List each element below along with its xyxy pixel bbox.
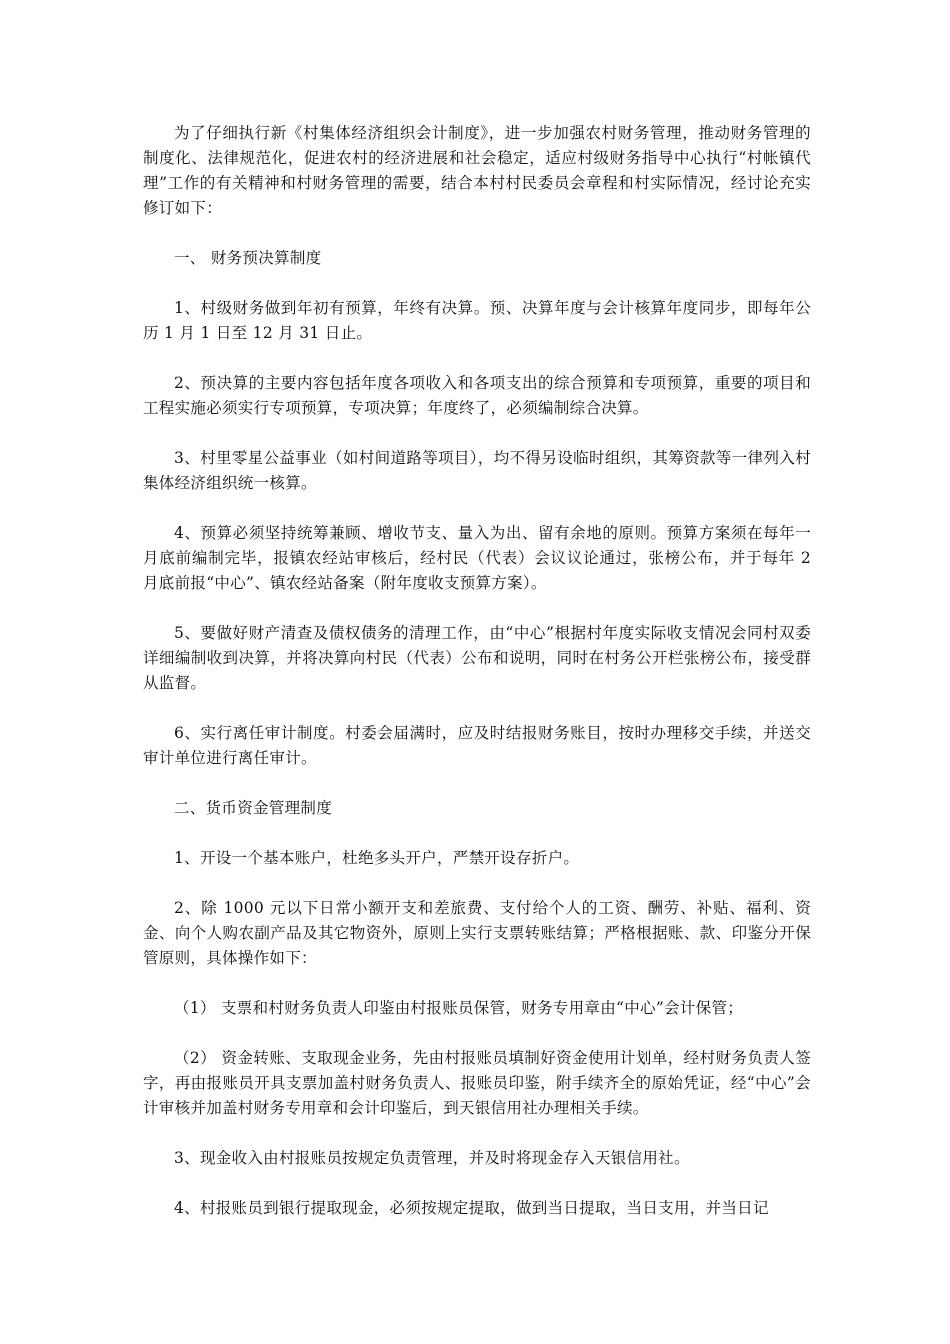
currency-item-1: 1、开设一个基本账户，杜绝多头开户，严禁开设存折户。: [174, 849, 580, 867]
currency-item-4: 4、村报账员到银行提取现金，必须按规定提取，做到当日提取，当日支用，并当日记: [174, 1199, 769, 1217]
budget-item-6: 6、实行离任审计制度。村委会届满时，应及时结报财务账目，按时办理移交手续，并送交审计单位进行离任审计。: [143, 724, 811, 767]
budget-item-4: 4、预算必须坚持统筹兼顾、增收节支、量入为出、留有余地的原则。预算方案须在每年一月底前编制完毕，报镇农经站审核后，经村民（代表）会议议论通过，张榜公布，并于每年 2 月底前报“中心”、镇农经站备案（附年度收支预算方案）。: [143, 524, 811, 592]
budget-item-3: 3、村里零星公益事业（如村间道路等项目），均不得另设临时组织，其筹资款等一律列入村集体经济组织统一核算。: [143, 449, 811, 492]
currency-subitem-1: （1） 支票和村财务负责人印鉴由村报账员保管，财务专用章由“中心”会计保管；: [174, 999, 744, 1017]
currency-item-2: 2、除 1000 元以下日常小额开支和差旅费、支付给个人的工资、酬劳、补贴、福利、资金、向个人购农副产品及其它物资外，原则上实行支票转账结算；严格根据账、款、印鉴分开保管原则，具体操作如下：: [143, 899, 811, 967]
section-heading-budget: 一、 财务预决算制度: [174, 249, 322, 267]
currency-subitem-2: （2） 资金转账、支取现金业务，先由村报账员填制好资金使用计划单，经村财务负责人签字，再由报账员开具支票加盖村财务负责人、报账员印鉴，附手续齐全的原始凭证，经“中心”会计审核并加盖村财务专用章和会计印鉴后，到天银信用社办理相关手续。: [143, 1049, 811, 1117]
budget-item-5: 5、要做好财产清查及债权债务的清理工作，由“中心”根据村年度实际收支情况会同村双委详细编制收到决算，并将决算向村民（代表）公布和说明，同时在村务公开栏张榜公布，接受群从监督。: [143, 624, 811, 692]
budget-item-1: 1、村级财务做到年初有预算，年终有决算。预、决算年度与会计核算年度同步，即每年公历 1 月 1 日至 12 月 31 日止。: [143, 299, 811, 342]
intro-paragraph: 为了仔细执行新《村集体经济组织会计制度》，进一步加强农村财务管理，推动财务管理的制度化、法律规范化，促进农村的经济进展和社会稳定，适应村级财务指导中心执行“村帐镇代理”工作的有关精神和村财务管理的需要，结合本村村民委员会章程和村实际情况，经讨论充实修订如下：: [143, 124, 811, 217]
document-body: [143, 121, 811, 1246]
budget-item-2: 2、预决算的主要内容包括年度各项收入和各项支出的综合预算和专项预算，重要的项目和工程实施必须实行专项预算，专项决算；年度终了，必须编制综合决算。: [143, 374, 811, 417]
section-heading-currency: 二、货币资金管理制度: [174, 799, 333, 817]
currency-item-3: 3、现金收入由村报账员按规定负责管理，并及时将现金存入天银信用社。: [174, 1149, 690, 1167]
